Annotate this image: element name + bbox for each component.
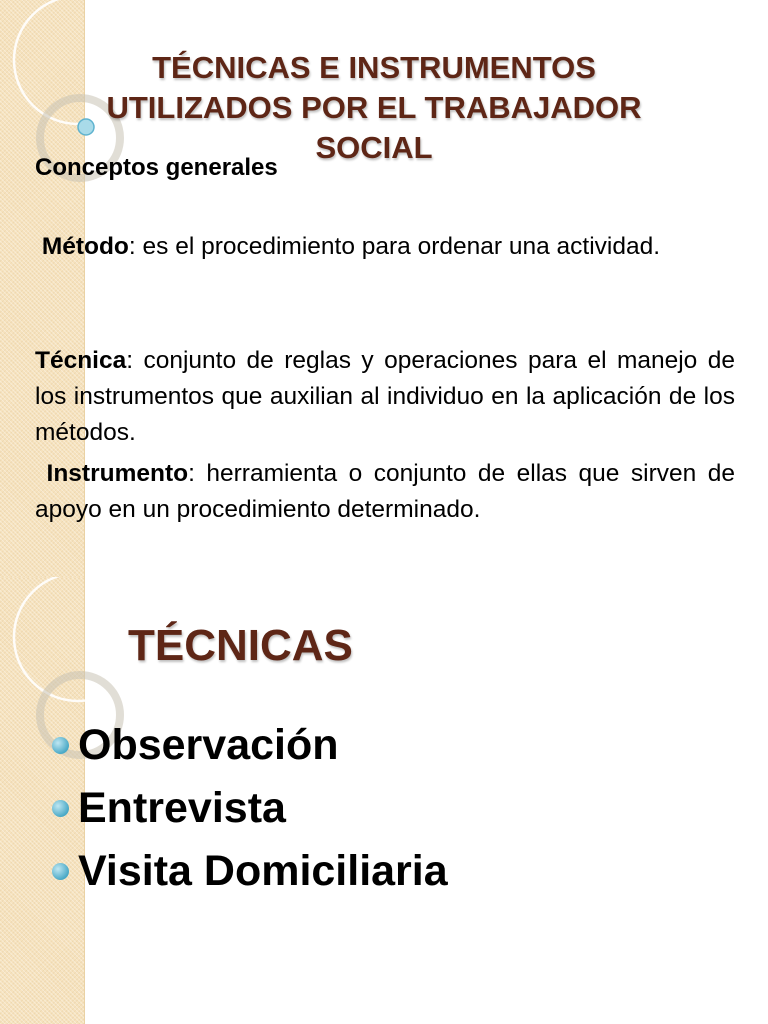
definition-metodo (35, 229, 735, 265)
definition-text: : herramienta o conjunto de ellas que sirven de apoyo en un procedimiento determinado. (35, 460, 736, 523)
list-item (52, 714, 448, 777)
list-item (52, 777, 448, 840)
definition-text: : conjunto de reglas y operaciones para el manejo de los instrumentos que auxilian al individuo en la aplicación de los métodos. (35, 347, 735, 446)
slide-tecnicas (0, 577, 768, 1024)
term-label: Técnica (35, 347, 127, 374)
bullet-icon (52, 800, 69, 817)
list-item-label: Observación (78, 721, 339, 769)
bullet-icon (52, 737, 69, 754)
slide-title: TÉCNICAS (128, 621, 353, 670)
subtitle-conceptos: Conceptos generales (35, 154, 278, 181)
term-label: Instrumento (46, 460, 189, 487)
term-label: Método (41, 233, 129, 260)
list-item-label: Entrevista (78, 784, 286, 832)
definition-tecnica (35, 343, 735, 451)
bullet-icon (52, 863, 69, 880)
techniques-list (52, 714, 448, 903)
definition-text: : es el procedimiento para ordenar una actividad. (128, 233, 661, 260)
definition-instrumento (35, 456, 735, 528)
list-item (52, 840, 448, 903)
list-item-label: Visita Domiciliaria (78, 847, 448, 895)
slide-title: TÉCNICAS E INSTRUMENTOS UTILIZADOS POR EL TRABAJADOR SOCIAL (106, 50, 642, 165)
